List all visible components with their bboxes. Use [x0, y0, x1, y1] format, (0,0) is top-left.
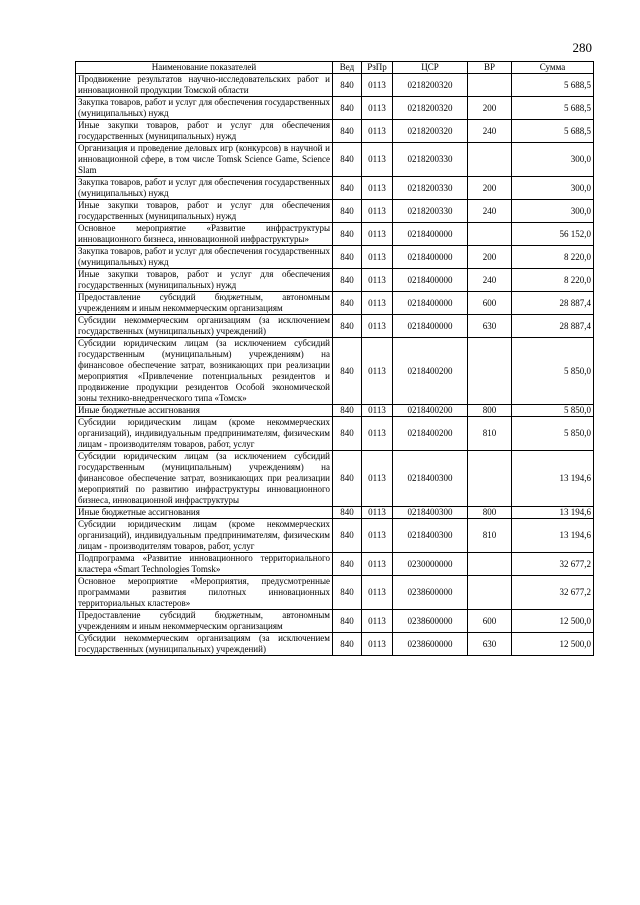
row-csr: 0218400200	[393, 405, 468, 417]
row-ved: 840	[333, 610, 362, 633]
row-rzpr: 0113	[362, 338, 393, 405]
table-row	[76, 269, 594, 292]
row-sum: 12 500,0	[512, 633, 594, 656]
table-row	[76, 405, 594, 417]
row-csr: 0218400000	[393, 246, 468, 269]
table-row	[76, 200, 594, 223]
table-row	[76, 120, 594, 143]
row-vr: 810	[468, 519, 512, 553]
table-row	[76, 576, 594, 610]
table-row	[76, 507, 594, 519]
row-vr: 810	[468, 417, 512, 451]
table-row	[76, 451, 594, 507]
row-name: Основное мероприятие «Развитие инфраструктуры инновационного бизнеса, инновационной инфраструктуры»	[76, 223, 333, 246]
row-sum: 300,0	[512, 200, 594, 223]
row-rzpr: 0113	[362, 292, 393, 315]
row-sum: 32 677,2	[512, 553, 594, 576]
row-ved: 840	[333, 74, 362, 97]
row-name: Иные бюджетные ассигнования	[76, 405, 333, 417]
row-rzpr: 0113	[362, 633, 393, 656]
row-csr: 0218200320	[393, 120, 468, 143]
table-row	[76, 610, 594, 633]
row-rzpr: 0113	[362, 97, 393, 120]
header-rzpr: РзПр	[362, 62, 393, 74]
row-vr: 200	[468, 246, 512, 269]
table-row	[76, 223, 594, 246]
table-row	[76, 292, 594, 315]
row-sum: 5 688,5	[512, 97, 594, 120]
row-ved: 840	[333, 246, 362, 269]
row-csr: 0218200320	[393, 74, 468, 97]
row-vr: 200	[468, 177, 512, 200]
row-sum: 56 152,0	[512, 223, 594, 246]
row-name: Субсидии юридическим лицам (кроме некоммерческих организаций), индивидуальным предпринимателям, физическим лицам - производителям товаров, работ, услуг	[76, 519, 333, 553]
row-csr: 0218400300	[393, 519, 468, 553]
row-ved: 840	[333, 417, 362, 451]
row-vr: 200	[468, 97, 512, 120]
row-ved: 840	[333, 292, 362, 315]
table-row	[76, 177, 594, 200]
row-csr: 0218200330	[393, 200, 468, 223]
row-rzpr: 0113	[362, 519, 393, 553]
row-sum: 28 887,4	[512, 315, 594, 338]
table-row	[76, 246, 594, 269]
row-ved: 840	[333, 143, 362, 177]
row-ved: 840	[333, 269, 362, 292]
row-name: Субсидии юридическим лицам (за исключением субсидий государственным (муниципальным) учреждениям) на финансовое обеспечение затрат, возникающих при реализации мероприятий по развитию инфраструктуры инновационного бизнеса, инновационной инфраструктуры	[76, 451, 333, 507]
row-csr: 0218400200	[393, 417, 468, 451]
row-rzpr: 0113	[362, 246, 393, 269]
row-name: Предоставление субсидий бюджетным, автономным учреждениям и иным некоммерческим организациям	[76, 292, 333, 315]
row-vr	[468, 338, 512, 405]
row-csr: 0238600000	[393, 610, 468, 633]
row-ved: 840	[333, 405, 362, 417]
row-rzpr: 0113	[362, 417, 393, 451]
row-ved: 840	[333, 223, 362, 246]
row-name: Субсидии некоммерческим организациям (за исключением государственных (муниципальных) учреждений)	[76, 633, 333, 656]
row-ved: 840	[333, 97, 362, 120]
table-row	[76, 97, 594, 120]
row-csr: 0218400000	[393, 315, 468, 338]
header-name: Наименование показателей	[76, 62, 333, 74]
table-row	[76, 417, 594, 451]
row-rzpr: 0113	[362, 269, 393, 292]
row-name: Закупка товаров, работ и услуг для обеспечения государственных (муниципальных) нужд	[76, 97, 333, 120]
row-vr: 630	[468, 315, 512, 338]
row-csr: 0230000000	[393, 553, 468, 576]
row-vr	[468, 74, 512, 97]
row-vr	[468, 576, 512, 610]
row-ved: 840	[333, 576, 362, 610]
row-name: Субсидии юридическим лицам (за исключением субсидий государственным (муниципальным) учреждениям) на финансовое обеспечение затрат, возникающих при реализации мероприятия «Привлечение потенциальных резидентов и продвижение продукции резидентов Особой экономической зоны технико-внедренческого типа «Томск»	[76, 338, 333, 405]
page-number: 280	[572, 40, 592, 55]
row-name: Иные бюджетные ассигнования	[76, 507, 333, 519]
row-rzpr: 0113	[362, 576, 393, 610]
row-ved: 840	[333, 519, 362, 553]
row-rzpr: 0113	[362, 451, 393, 507]
row-name: Иные закупки товаров, работ и услуг для обеспечения государственных (муниципальных) нужд	[76, 200, 333, 223]
row-ved: 840	[333, 553, 362, 576]
row-ved: 840	[333, 200, 362, 223]
row-name: Организация и проведение деловых игр (конкурсов) в научной и инновационной сфере, в том числе Tomsk Science Game, Science Slam	[76, 143, 333, 177]
table-body	[76, 74, 594, 656]
row-rzpr: 0113	[362, 74, 393, 97]
row-name: Субсидии юридическим лицам (кроме некоммерческих организаций), индивидуальным предпринимателям, физическим лицам - производителям товаров, работ, услуг	[76, 417, 333, 451]
row-name: Закупка товаров, работ и услуг для обеспечения государственных (муниципальных) нужд	[76, 177, 333, 200]
row-vr	[468, 223, 512, 246]
row-name: Иные закупки товаров, работ и услуг для обеспечения государственных (муниципальных) нужд	[76, 120, 333, 143]
table-row	[76, 74, 594, 97]
row-csr: 0238600000	[393, 633, 468, 656]
row-name: Закупка товаров, работ и услуг для обеспечения государственных (муниципальных) нужд	[76, 246, 333, 269]
row-rzpr: 0113	[362, 610, 393, 633]
row-rzpr: 0113	[362, 315, 393, 338]
row-sum: 13 194,6	[512, 451, 594, 507]
row-sum: 5 688,5	[512, 120, 594, 143]
row-ved: 840	[333, 315, 362, 338]
row-name: Предоставление субсидий бюджетным, автономным учреждениям и иным некоммерческим организациям	[76, 610, 333, 633]
row-sum: 13 194,6	[512, 519, 594, 553]
row-csr: 0218400000	[393, 269, 468, 292]
row-csr: 0218200330	[393, 177, 468, 200]
row-sum: 12 500,0	[512, 610, 594, 633]
row-rzpr: 0113	[362, 553, 393, 576]
row-ved: 840	[333, 120, 362, 143]
row-vr: 240	[468, 269, 512, 292]
header-ved: Вед	[333, 62, 362, 74]
row-csr: 0218400000	[393, 223, 468, 246]
row-csr: 0218400300	[393, 451, 468, 507]
header-vr: ВР	[468, 62, 512, 74]
table-row	[76, 633, 594, 656]
row-ved: 840	[333, 507, 362, 519]
table-header-row	[76, 62, 594, 74]
row-vr: 800	[468, 507, 512, 519]
header-csr: ЦСР	[393, 62, 468, 74]
row-rzpr: 0113	[362, 405, 393, 417]
row-name: Основное мероприятие «Мероприятия, предусмотренные программами развития пилотных инновационных территориальных кластеров»	[76, 576, 333, 610]
row-sum: 8 220,0	[512, 246, 594, 269]
table-row	[76, 338, 594, 405]
row-name: Подпрограмма «Развитие инновационного территориального кластера «Smart Technologies Tomsk»	[76, 553, 333, 576]
row-vr: 800	[468, 405, 512, 417]
row-sum: 5 850,0	[512, 338, 594, 405]
row-sum: 8 220,0	[512, 269, 594, 292]
row-name: Иные закупки товаров, работ и услуг для обеспечения государственных (муниципальных) нужд	[76, 269, 333, 292]
row-sum: 13 194,6	[512, 507, 594, 519]
row-csr: 0218200330	[393, 143, 468, 177]
row-csr: 0218400200	[393, 338, 468, 405]
row-vr: 600	[468, 292, 512, 315]
row-vr: 630	[468, 633, 512, 656]
row-vr: 600	[468, 610, 512, 633]
row-rzpr: 0113	[362, 120, 393, 143]
row-csr: 0218400300	[393, 507, 468, 519]
table-row	[76, 315, 594, 338]
row-rzpr: 0113	[362, 507, 393, 519]
row-rzpr: 0113	[362, 177, 393, 200]
row-rzpr: 0113	[362, 143, 393, 177]
row-sum: 5 850,0	[512, 417, 594, 451]
row-rzpr: 0113	[362, 223, 393, 246]
row-csr: 0218200320	[393, 97, 468, 120]
row-vr	[468, 143, 512, 177]
row-rzpr: 0113	[362, 200, 393, 223]
table-row	[76, 143, 594, 177]
row-vr: 240	[468, 200, 512, 223]
budget-table	[75, 61, 594, 656]
row-ved: 840	[333, 633, 362, 656]
row-csr: 0218400000	[393, 292, 468, 315]
row-vr	[468, 451, 512, 507]
row-sum: 300,0	[512, 177, 594, 200]
row-ved: 840	[333, 338, 362, 405]
row-sum: 5 688,5	[512, 74, 594, 97]
row-ved: 840	[333, 177, 362, 200]
row-name: Субсидии некоммерческим организациям (за исключением государственных (муниципальных) учреждений)	[76, 315, 333, 338]
row-sum: 300,0	[512, 143, 594, 177]
row-csr: 0238600000	[393, 576, 468, 610]
header-sum: Сумма	[512, 62, 594, 74]
row-vr: 240	[468, 120, 512, 143]
row-sum: 5 850,0	[512, 405, 594, 417]
table-row	[76, 553, 594, 576]
row-name: Продвижение результатов научно-исследовательских работ и инновационной продукции Томской области	[76, 74, 333, 97]
row-sum: 32 677,2	[512, 576, 594, 610]
table-row	[76, 519, 594, 553]
row-ved: 840	[333, 451, 362, 507]
row-vr	[468, 553, 512, 576]
row-sum: 28 887,4	[512, 292, 594, 315]
